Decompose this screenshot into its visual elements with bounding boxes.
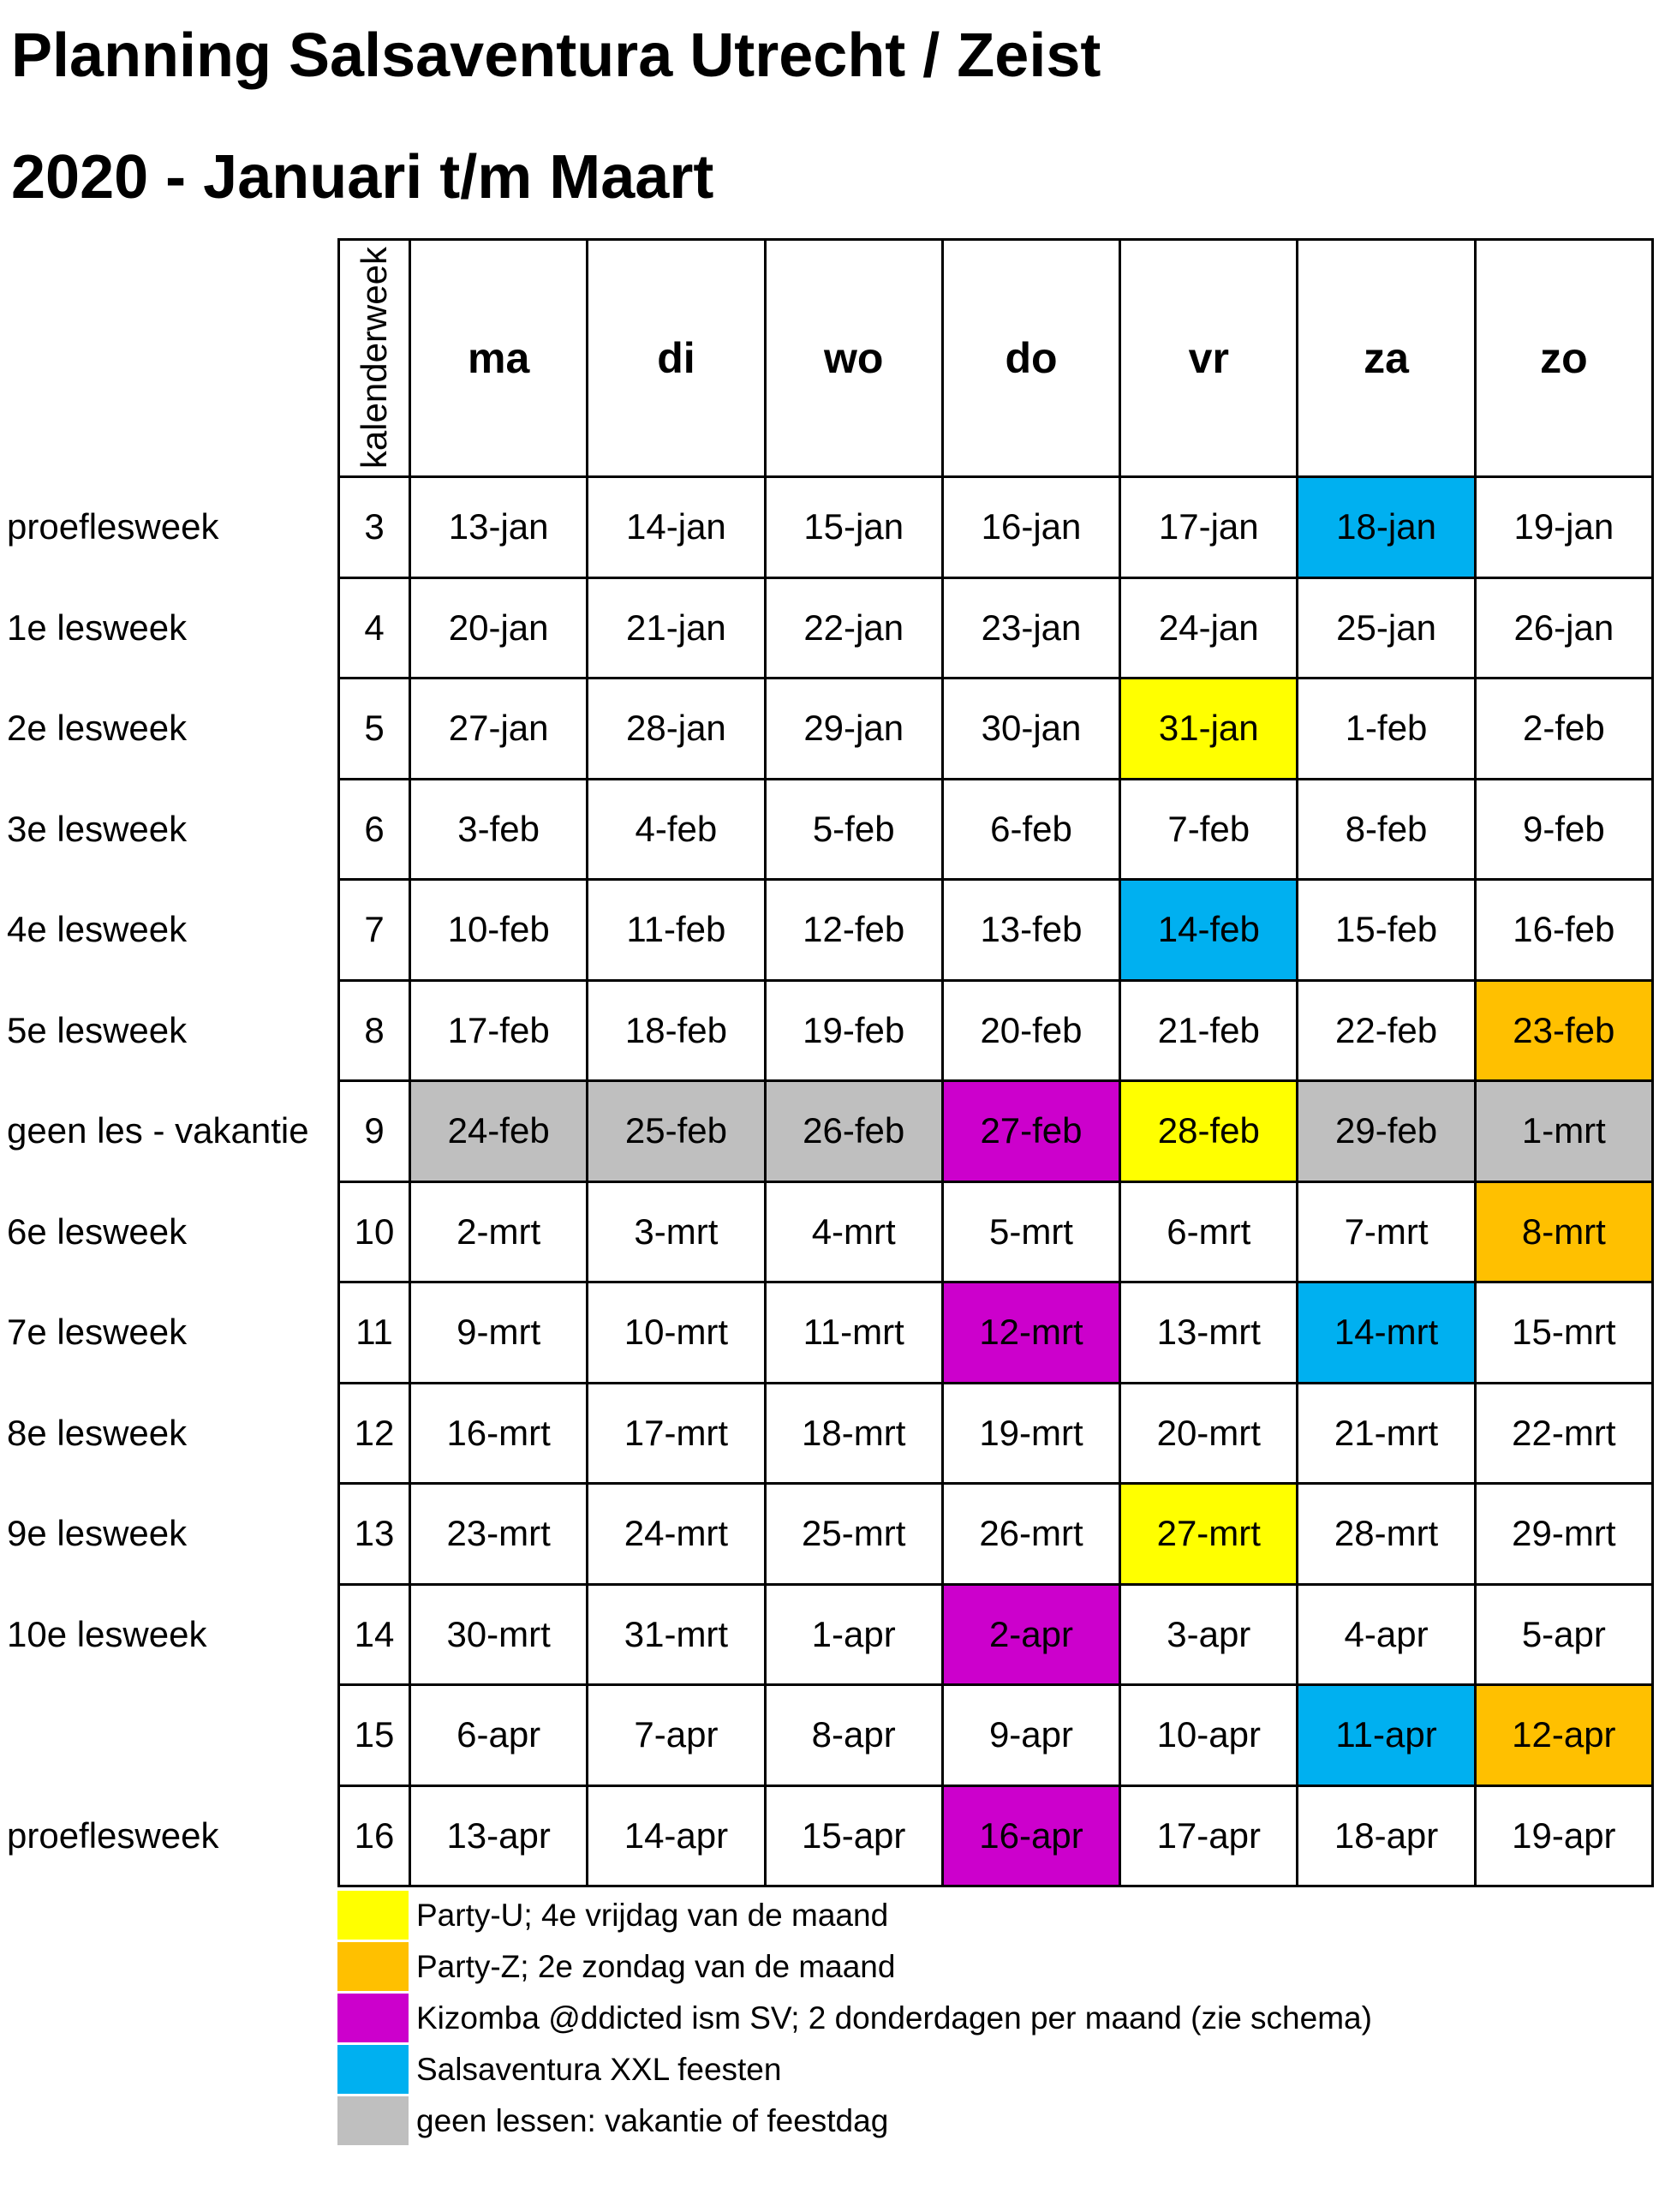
date-cell-zo: 8-mrt (1477, 1183, 1651, 1282)
date-cell-di: 11-feb (588, 881, 763, 979)
date-cell-wo: 15-apr (767, 1787, 941, 1886)
date-cell-ma: 24-feb (411, 1082, 586, 1181)
date-cell-vr: 21-feb (1121, 982, 1296, 1080)
week-number: 3 (340, 478, 409, 577)
date-cell-za: 11-apr (1298, 1686, 1473, 1785)
date-cell-ma: 2-mrt (411, 1183, 586, 1282)
date-cell-ma: 23-mrt (411, 1485, 586, 1583)
date-cell-wo: 29-jan (767, 679, 941, 778)
date-cell-vr: 6-mrt (1121, 1183, 1296, 1282)
date-cell-di: 14-jan (588, 478, 763, 577)
date-cell-di: 17-mrt (588, 1384, 763, 1483)
date-cell-zo: 22-mrt (1477, 1384, 1651, 1483)
date-cell-do: 23-jan (944, 579, 1119, 678)
date-cell-vr: 28-feb (1121, 1082, 1296, 1181)
day-header-zo: zo (1477, 241, 1651, 475)
date-cell-ma: 20-jan (411, 579, 586, 678)
date-cell-wo: 11-mrt (767, 1283, 941, 1382)
date-cell-di: 24-mrt (588, 1485, 763, 1583)
legend-item (337, 1891, 1372, 1940)
row-label: proeflesweek (7, 1814, 219, 1856)
date-cell-do: 16-jan (944, 478, 1119, 577)
date-cell-zo: 19-apr (1477, 1787, 1651, 1886)
week-number: 8 (340, 982, 409, 1080)
date-cell-do: 5-mrt (944, 1183, 1119, 1282)
legend-text: geen lessen: vakantie of feestdag (416, 2102, 889, 2138)
date-cell-zo: 9-feb (1477, 780, 1651, 879)
row-label: 2e lesweek (7, 708, 188, 749)
day-header-wo: wo (767, 241, 941, 475)
legend-swatch-xxl (337, 2045, 409, 2094)
legend-text: Party-Z; 2e zondag van de maand (416, 1948, 896, 1984)
date-cell-wo: 19-feb (767, 982, 941, 1080)
date-cell-zo: 1-mrt (1477, 1082, 1651, 1181)
date-cell-vr: 13-mrt (1121, 1283, 1296, 1382)
date-cell-ma: 27-jan (411, 679, 586, 778)
page-subtitle: 2020 - Januari t/m Maart (11, 143, 714, 212)
day-header-ma: ma (411, 241, 586, 475)
date-cell-di: 3-mrt (588, 1183, 763, 1282)
week-number: 6 (340, 780, 409, 879)
date-cell-do: 30-jan (944, 679, 1119, 778)
date-cell-do: 9-apr (944, 1686, 1119, 1785)
date-cell-zo: 15-mrt (1477, 1283, 1651, 1382)
legend-item (337, 1942, 1372, 1991)
week-number: 7 (340, 881, 409, 979)
day-header-di: di (588, 241, 763, 475)
date-cell-di: 4-feb (588, 780, 763, 879)
date-cell-do: 12-mrt (944, 1283, 1119, 1382)
date-cell-wo: 4-mrt (767, 1183, 941, 1282)
row-label: 7e lesweek (7, 1312, 188, 1353)
legend-item (337, 1994, 1372, 2042)
date-cell-wo: 18-mrt (767, 1384, 941, 1483)
date-cell-za: 7-mrt (1298, 1183, 1473, 1282)
date-cell-za: 1-feb (1298, 679, 1473, 778)
row-label: 8e lesweek (7, 1412, 188, 1453)
date-cell-vr: 10-apr (1121, 1686, 1296, 1785)
date-cell-wo: 26-feb (767, 1082, 941, 1181)
legend-swatch-no-class (337, 2096, 409, 2145)
date-cell-zo: 23-feb (1477, 982, 1651, 1080)
row-label: proeflesweek (7, 506, 219, 547)
week-number: 9 (340, 1082, 409, 1181)
date-cell-za: 29-feb (1298, 1082, 1473, 1181)
date-cell-do: 16-apr (944, 1787, 1119, 1886)
legend-text: Kizomba @ddicted ism SV; 2 donderdagen per maand (zie schema) (416, 2000, 1372, 2036)
legend (337, 1891, 1372, 2148)
row-label: geen les - vakantie (7, 1110, 309, 1151)
legend-text: Salsaventura XXL feesten (416, 2051, 782, 2087)
date-cell-zo: 26-jan (1477, 579, 1651, 678)
row-label: 6e lesweek (7, 1211, 188, 1252)
date-cell-di: 21-jan (588, 579, 763, 678)
date-cell-do: 19-mrt (944, 1384, 1119, 1483)
legend-item (337, 2096, 1372, 2145)
date-cell-di: 10-mrt (588, 1283, 763, 1382)
row-label: 10e lesweek (7, 1613, 207, 1654)
date-cell-vr: 14-feb (1121, 881, 1296, 979)
week-number: 10 (340, 1183, 409, 1282)
date-cell-vr: 17-jan (1121, 478, 1296, 577)
date-cell-do: 20-feb (944, 982, 1119, 1080)
date-cell-vr: 24-jan (1121, 579, 1296, 678)
date-cell-wo: 25-mrt (767, 1485, 941, 1583)
date-cell-ma: 16-mrt (411, 1384, 586, 1483)
date-cell-za: 4-apr (1298, 1586, 1473, 1684)
row-labels (7, 478, 332, 1885)
date-cell-di: 25-feb (588, 1082, 763, 1181)
week-number: 15 (340, 1686, 409, 1785)
week-number: 16 (340, 1787, 409, 1886)
week-number: 13 (340, 1485, 409, 1583)
week-number: 12 (340, 1384, 409, 1483)
date-cell-wo: 15-jan (767, 478, 941, 577)
date-cell-zo: 5-apr (1477, 1586, 1651, 1684)
date-cell-zo: 16-feb (1477, 881, 1651, 979)
date-cell-vr: 7-feb (1121, 780, 1296, 879)
date-cell-za: 21-mrt (1298, 1384, 1473, 1483)
week-number: 4 (340, 579, 409, 678)
calendar-table (337, 238, 1654, 1887)
date-cell-di: 31-mrt (588, 1586, 763, 1684)
week-number: 11 (340, 1283, 409, 1382)
page-title: Planning Salsaventura Utrecht / Zeist (11, 21, 1101, 90)
date-cell-wo: 8-apr (767, 1686, 941, 1785)
row-label: 3e lesweek (7, 808, 188, 849)
date-cell-di: 7-apr (588, 1686, 763, 1785)
date-cell-ma: 13-jan (411, 478, 586, 577)
row-label (7, 1686, 332, 1785)
date-cell-di: 18-feb (588, 982, 763, 1080)
date-cell-za: 18-apr (1298, 1787, 1473, 1886)
date-cell-ma: 10-feb (411, 881, 586, 979)
date-cell-za: 25-jan (1298, 579, 1473, 678)
date-cell-vr: 20-mrt (1121, 1384, 1296, 1483)
day-header-do: do (944, 241, 1119, 475)
date-cell-do: 26-mrt (944, 1485, 1119, 1583)
date-cell-za: 22-feb (1298, 982, 1473, 1080)
date-cell-di: 28-jan (588, 679, 763, 778)
date-cell-za: 28-mrt (1298, 1485, 1473, 1583)
date-cell-za: 8-feb (1298, 780, 1473, 879)
date-cell-wo: 1-apr (767, 1586, 941, 1684)
week-header-label: kalenderweek (354, 247, 394, 469)
row-label: 4e lesweek (7, 909, 188, 950)
date-cell-ma: 9-mrt (411, 1283, 586, 1382)
row-label: 5e lesweek (7, 1009, 188, 1050)
date-cell-ma: 13-apr (411, 1787, 586, 1886)
day-header-vr: vr (1121, 241, 1296, 475)
row-label: 9e lesweek (7, 1513, 188, 1554)
date-cell-vr: 17-apr (1121, 1787, 1296, 1886)
legend-text: Party-U; 4e vrijdag van de maand (416, 1897, 889, 1933)
date-cell-zo: 19-jan (1477, 478, 1651, 577)
day-header-za: za (1298, 241, 1473, 475)
date-cell-ma: 3-feb (411, 780, 586, 879)
date-cell-do: 2-apr (944, 1586, 1119, 1684)
date-cell-zo: 29-mrt (1477, 1485, 1651, 1583)
legend-swatch-party-u (337, 1891, 409, 1940)
date-cell-vr: 27-mrt (1121, 1485, 1296, 1583)
date-cell-vr: 31-jan (1121, 679, 1296, 778)
date-cell-vr: 3-apr (1121, 1586, 1296, 1684)
legend-swatch-kizomba (337, 1994, 409, 2042)
date-cell-do: 27-feb (944, 1082, 1119, 1181)
date-cell-ma: 30-mrt (411, 1586, 586, 1684)
date-cell-za: 15-feb (1298, 881, 1473, 979)
legend-item (337, 2045, 1372, 2094)
date-cell-wo: 22-jan (767, 579, 941, 678)
week-number: 14 (340, 1586, 409, 1684)
date-cell-ma: 17-feb (411, 982, 586, 1080)
date-cell-wo: 5-feb (767, 780, 941, 879)
date-cell-za: 14-mrt (1298, 1283, 1473, 1382)
week-column-header (340, 241, 409, 475)
row-label: 1e lesweek (7, 607, 188, 648)
week-number: 5 (340, 679, 409, 778)
legend-swatch-party-z (337, 1942, 409, 1991)
date-cell-za: 18-jan (1298, 478, 1473, 577)
date-cell-ma: 6-apr (411, 1686, 586, 1785)
date-cell-zo: 12-apr (1477, 1686, 1651, 1785)
date-cell-do: 6-feb (944, 780, 1119, 879)
date-cell-wo: 12-feb (767, 881, 941, 979)
date-cell-do: 13-feb (944, 881, 1119, 979)
date-cell-zo: 2-feb (1477, 679, 1651, 778)
date-cell-di: 14-apr (588, 1787, 763, 1886)
